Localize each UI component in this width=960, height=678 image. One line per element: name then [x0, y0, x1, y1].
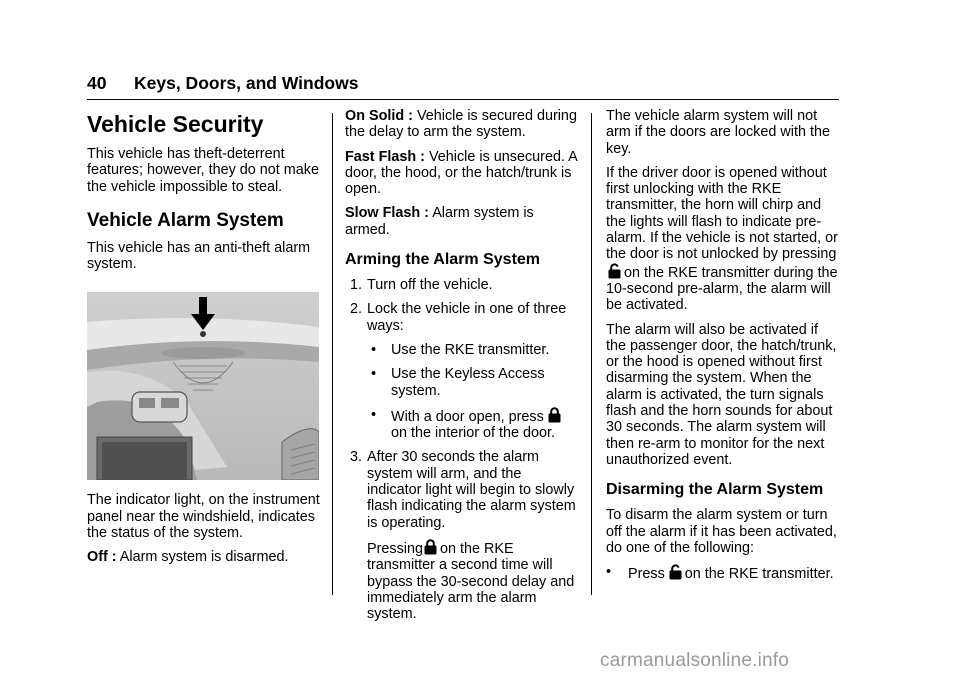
bullet-text-after: on the interior of the door. [391, 425, 556, 442]
step-item [345, 277, 577, 293]
bullet: • [371, 406, 377, 423]
bullet-text-before: With a door open, press [391, 408, 544, 425]
list-item [367, 342, 577, 358]
intro-paragraph: This vehicle has theft-deterrent features; however, they do not make the vehicle impossible to steal. [87, 146, 319, 195]
step-text: Turn off the vehicle. [367, 277, 493, 294]
slow-flash-status [345, 205, 577, 238]
disarm-methods-list [606, 564, 838, 582]
off-status [87, 549, 321, 565]
on-solid-text: Vehicle is secured during the delay to arm the system. [345, 108, 577, 141]
lock-icon [548, 407, 561, 423]
figure-caption: The indicator light, on the instrument panel near the windshield, indicates the status of the system. [87, 492, 320, 542]
step-number: 2. [350, 301, 363, 318]
page-title: Vehicle Security [87, 111, 264, 137]
page-number: 40 [87, 73, 107, 93]
column-2 [345, 108, 577, 630]
indicator-light-illustration [87, 292, 319, 480]
step-number: 1. [350, 277, 363, 294]
step-item [345, 449, 577, 622]
paragraph-disarm: To disarm the alarm system or turn off the alarm if it has been activated, do one of the following: [606, 507, 837, 556]
bullet-text: Use the RKE transmitter. [391, 341, 550, 358]
column-1 [87, 108, 321, 574]
paragraph-activation: The alarm will also be activated if the passenger door, the hatch/trunk, or the hood is opened without first disarming the system. When the alarm is activated, the turn signals flash and the horn sounds for about 30 seconds. The alarm system will then re-arm to monitor for the next unauthorized event. [606, 321, 837, 468]
unlock-icon [608, 263, 621, 279]
column-divider-2 [591, 113, 592, 595]
step-text: Lock the vehicle in one of three ways: [367, 301, 567, 334]
fast-flash-text: Vehicle is unsecured. A door, the hood, or the hatch/trunk is open. [345, 148, 577, 198]
step-note-after: on the RKE transmitter a second time will bypass the 30-second delay and immediately arm the alarm system. [367, 540, 575, 623]
slow-flash-text: Alarm system is armed. [345, 205, 534, 238]
paragraph-pre-alarm [606, 165, 838, 314]
slow-flash-term: Slow Flash : [345, 205, 429, 222]
list-item [606, 564, 838, 582]
off-text: Alarm system is disarmed. [119, 549, 289, 566]
arming-heading: Arming the Alarm System [345, 251, 541, 269]
bullet-text-before: Press [628, 566, 665, 583]
bullet: • [606, 564, 612, 581]
bullet: • [371, 341, 377, 358]
pre-alarm-text-after: on the RKE transmitter during the 10-second pre-alarm, the alarm will be activated. [606, 264, 838, 314]
section-title: Keys, Doors, and Windows [134, 73, 359, 93]
column-divider-1 [332, 113, 333, 595]
list-item [367, 366, 577, 399]
on-solid-term: On Solid : [345, 108, 413, 124]
unlock-icon [669, 564, 682, 580]
lock-icon [424, 539, 437, 555]
arming-steps [345, 277, 577, 622]
fast-flash-term: Fast Flash : [345, 148, 425, 165]
pre-alarm-text-before: If the driver door is opened without first unlocking with the RKE transmitter, the horn will chirp and the lights will flash to indicate pre-alarm. If the vehicle is not started, or the door is not unlocked by pressing [606, 164, 838, 263]
step-text: After 30 seconds the alarm system will arm, and the indicator light will begin to slowly flash indicating the alarm system is operating. [367, 449, 576, 531]
site-watermark: carmanualsonline.info [600, 650, 790, 671]
page-header [87, 70, 839, 100]
alarm-system-paragraph: This vehicle has an anti-theft alarm system. [87, 239, 311, 273]
on-solid-status [345, 108, 577, 141]
step-item [345, 301, 577, 441]
lock-methods-list [367, 342, 577, 441]
step-3-note [367, 539, 577, 622]
column-3 [606, 108, 838, 590]
bullet: • [371, 366, 377, 383]
alarm-system-heading: Vehicle Alarm System [87, 209, 284, 231]
bullet-text: Use the Keyless Access system. [391, 366, 545, 399]
step-number: 3. [350, 449, 363, 466]
paragraph-key-lock: The vehicle alarm system will not arm if the doors are locked with the key. [606, 108, 830, 157]
bullet-text-after: on the RKE transmitter. [684, 566, 834, 583]
disarming-heading: Disarming the Alarm System [606, 481, 824, 499]
step-note-before: Pressing [367, 540, 423, 557]
list-item [367, 407, 577, 442]
fast-flash-status [345, 149, 577, 198]
off-term: Off : [87, 549, 117, 566]
